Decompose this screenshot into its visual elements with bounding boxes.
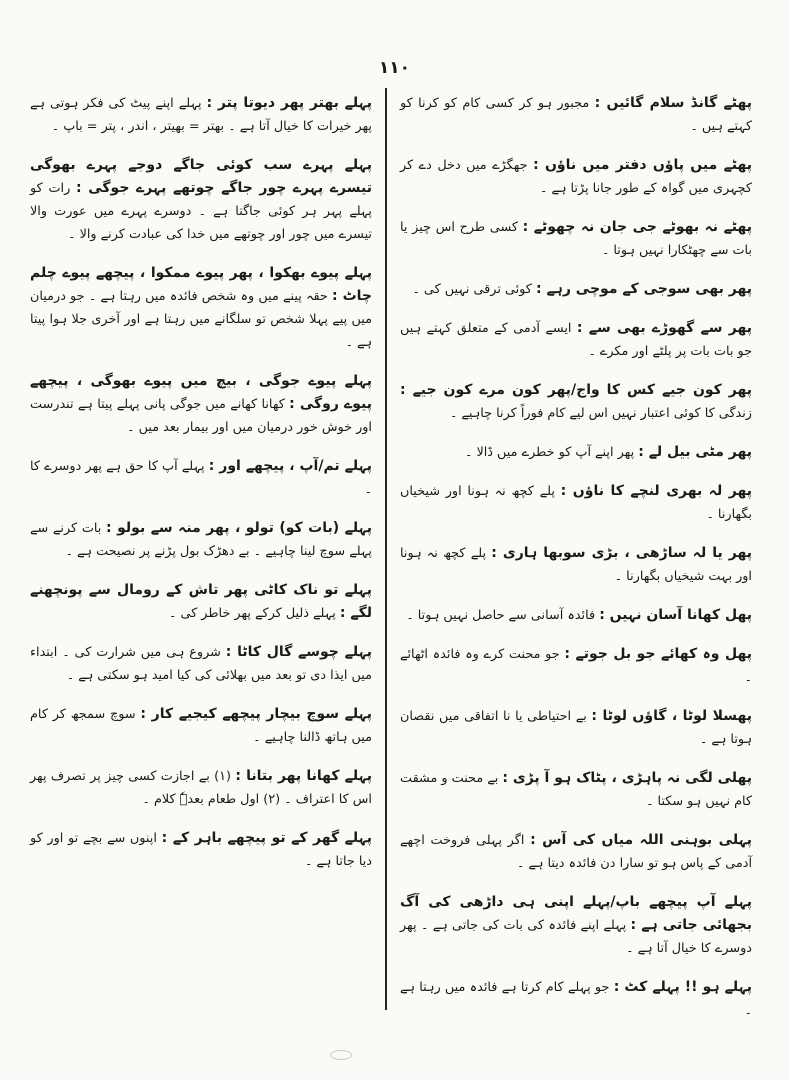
idiom-meaning: جو پہلے کام کرتا ہے فائدہ میں رہتا ہے ۔	[400, 980, 752, 1018]
entry	[30, 703, 372, 749]
entry	[400, 542, 752, 588]
left-column	[30, 92, 372, 889]
idiom-head: پہلے تم/آپ ، پیچھے اور :	[208, 458, 372, 474]
idiom-meaning: پلے کچھ نہ ہونا اور شیخیاں بگھارنا ۔	[400, 484, 752, 522]
idiom-meaning: اپنوں سے بچے تو اور کو دیا جاتا ہے ۔	[30, 831, 372, 869]
right-column	[400, 92, 752, 1038]
idiom-head: پہلے تو ناک کاٹی پھر تاش کے رومال سے پونچھنے لگے :	[30, 582, 372, 621]
entry	[400, 705, 752, 751]
idiom-meaning: زندگی کا کوئی اعتبار نہیں اس لیے کام فوراً کرنا چاہیے ۔	[449, 406, 752, 421]
idiom-meaning: رات کو پہلے پہر ہر کوئی جاگتا ہے ۔ دوسرے پہرے میں عورت والا تیسرے میں چور اور چوتھے میں خدا کی عبادت کرنے والا ۔	[30, 181, 372, 242]
idiom-head: پھر کون جیے کس کا واج/پھر کون مرے کون جیے :	[400, 382, 752, 398]
idiom-head: پہلے پیوے بھکوا ، پھر پیوے ممکوا ، پیچھے پیوے چلم چاٹ :	[30, 265, 372, 304]
entry	[400, 317, 752, 363]
entry	[30, 827, 372, 873]
idiom-meaning: پلے کچھ نہ ہونا اور بہت شیخیاں بگھارنا ۔	[400, 546, 752, 584]
entry	[400, 441, 752, 464]
entry	[400, 891, 752, 960]
idiom-head: پہلے گھر کے تو پیچھے باہر کے :	[161, 830, 372, 846]
entry	[30, 517, 372, 563]
idiom-meaning: ایسے آدمی کے متعلق کہتے ہیں جو بات بات پر پلٹے اور مکرے ۔	[400, 321, 752, 359]
idiom-meaning: پہلے آپ کا حق ہے پھر دوسرے کا ۔	[30, 459, 372, 497]
entry	[400, 976, 752, 1022]
entry	[30, 92, 372, 138]
idiom-meaning: بات کرنے سے پہلے سوچ لینا چاہیے ۔ بے دھڑک بول پڑنے پر نصیحت ہے ۔	[30, 521, 372, 559]
entry	[30, 370, 372, 439]
idiom-meaning: (۱) بے اجازت کسی چیز پر تصرف پھر اس کا اعتراف ۔ (۲) اول طعام بعدہٗ کلام ۔	[30, 769, 372, 807]
entry	[400, 643, 752, 689]
entry	[400, 154, 752, 200]
entry	[400, 480, 752, 526]
entry	[400, 379, 752, 425]
idiom-head: پہلے پہرے سب کوئی جاگے دوجے پہرے بھوگی تیسرے پہرے چور جاگے چوتھے پہرے جوگی :	[30, 157, 372, 196]
idiom-head: پھر مٹی بیل لے :	[638, 444, 752, 460]
idiom-head: پھل وہ کھائے جو بل جوتے :	[564, 646, 753, 662]
idiom-meaning: سوچ سمجھ کر کام میں ہاتھ ڈالنا چاہیے ۔	[30, 707, 372, 745]
idiom-head: پہلے چوسے گال کاٹا :	[225, 644, 372, 660]
idiom-head: پہلے آپ پیچھے باپ/پہلے اپنی ہی داڑھی کی آگ بجھائی جاتی ہے :	[400, 894, 752, 933]
column-divider	[385, 88, 387, 1010]
entry	[400, 767, 752, 813]
idiom-head: پھسلا لوٹا ، گاؤں لوٹا :	[591, 708, 752, 724]
idiom-head: پھر سے گھوڑے بھی سے :	[576, 320, 752, 336]
idiom-meaning: پہلے اپنے پیٹ کی فکر ہوتی ہے پھر خیرات کا خیال آتا ہے ۔ بھتر = بھیتر ، اندر ، پتر = باپ ۔	[30, 96, 372, 134]
entry	[400, 829, 752, 875]
entry	[400, 216, 752, 262]
idiom-head: پہلے کھانا پھر بتانا :	[235, 768, 372, 784]
idiom-meaning: کھانا کھانے میں جوگی پانی پہلے پیتا ہے تندرست اور خوش خور درمیان میں اور بیمار بعد میں ۔	[30, 397, 372, 435]
idiom-head: پھل کھانا آسان نہیں :	[599, 607, 752, 623]
idiom-meaning: مجبور ہو کر کسی کام کو کرنا کو کہتے ہیں ۔	[400, 96, 752, 134]
idiom-meaning: جھگڑے میں دخل دے کر کچہری میں گواہ کے طور جانا پڑتا ہے ۔	[400, 158, 752, 196]
idiom-head: پہلے بھتر پھر دیوتا پتر :	[206, 95, 372, 111]
entry	[400, 92, 752, 138]
idiom-head: پہلے سوچ بیچار پیچھے کیجیے کار :	[140, 706, 372, 722]
page-blemish	[330, 1050, 352, 1060]
entry	[400, 604, 752, 627]
entry	[30, 154, 372, 246]
idiom-meaning: کسی طرح اس چیز یا بات سے چھٹکارا نہیں ہوتا ۔	[400, 220, 752, 258]
entry	[400, 278, 752, 301]
entry	[30, 579, 372, 625]
entry	[30, 641, 372, 687]
idiom-meaning: پہلے اپنے فائدہ کی بات کی جاتی ہے ۔ پھر دوسرے کا خیال آتا ہے ۔	[400, 918, 752, 956]
idiom-head: پہلے پیوے جوگی ، بیچ میں پیوے بھوگی ، پیچھے پیوے روگی :	[30, 373, 372, 412]
idiom-meaning: بے احتیاطی یا نا اتفاقی میں نقصان ہوتا ہے ۔	[400, 709, 752, 747]
idiom-head: پھلی لگی نہ پاہڑی ، پٹاک ہو آ پڑی :	[502, 770, 752, 786]
entry	[30, 455, 372, 501]
idiom-meaning: حقہ پینے میں وہ شخص فائدہ میں رہتا ہے ۔ جو درمیان میں پیے پہلا شخص تو سلگانے میں رہتا ہے اور آخری جلا ہوا پیتا ہے ۔	[30, 289, 372, 350]
idiom-head: پھر یا لہ ساڑھی ، بڑی سوبھا ہاری :	[491, 545, 752, 561]
idiom-meaning: کوئی ترقی نہیں کی ۔	[412, 282, 532, 297]
idiom-head: پھٹے نہ بھوٹے جی جان نہ چھوٹے :	[522, 219, 752, 235]
idiom-meaning: اگر پہلی فروخت اچھے آدمی کے پاس ہو تو سارا دن فائدہ دیتا ہے ۔	[400, 833, 752, 871]
idiom-head: پھٹے میں پاؤں دفتر میں ناؤں :	[533, 157, 753, 173]
idiom-meaning: بے محنت و مشقت کام نہیں ہو سکتا ۔	[400, 771, 752, 809]
page-number: ۱۱۰	[378, 58, 411, 78]
idiom-meaning: جو محنت کرے وہ فائدہ اٹھائے ۔	[400, 647, 752, 685]
entry	[30, 765, 372, 811]
idiom-head: پہلے ہو !! پہلے کٹ :	[613, 979, 752, 995]
entry	[30, 262, 372, 354]
idiom-head: پہلی بوہنی اللہ میاں کی آس :	[530, 832, 752, 848]
idiom-head: پہلے (بات کو) تولو ، پھر منہ سے بولو :	[106, 520, 372, 536]
idiom-meaning: پھر اپنے آپ کو خطرے میں ڈالا ۔	[464, 445, 635, 460]
idiom-meaning: فائدہ آسانی سے حاصل نہیں ہوتا ۔	[406, 608, 596, 623]
idiom-meaning: پہلے ذلیل کرکے پھر خاطر کی ۔	[168, 606, 336, 621]
idiom-head: پھر بھی سوجی کے موچی رہے :	[535, 281, 752, 297]
idiom-head: پھٹے گانڈ سلام گائیں :	[594, 95, 752, 111]
idiom-meaning: شروع ہی میں شرارت کی ۔ ابتداء میں ایذا دی تو بعد میں بھلائی کی کیا امید ہو سکتی ہے ۔	[30, 645, 372, 683]
idiom-head: پھر لہ بھری لنچے کا ناؤں :	[560, 483, 752, 499]
